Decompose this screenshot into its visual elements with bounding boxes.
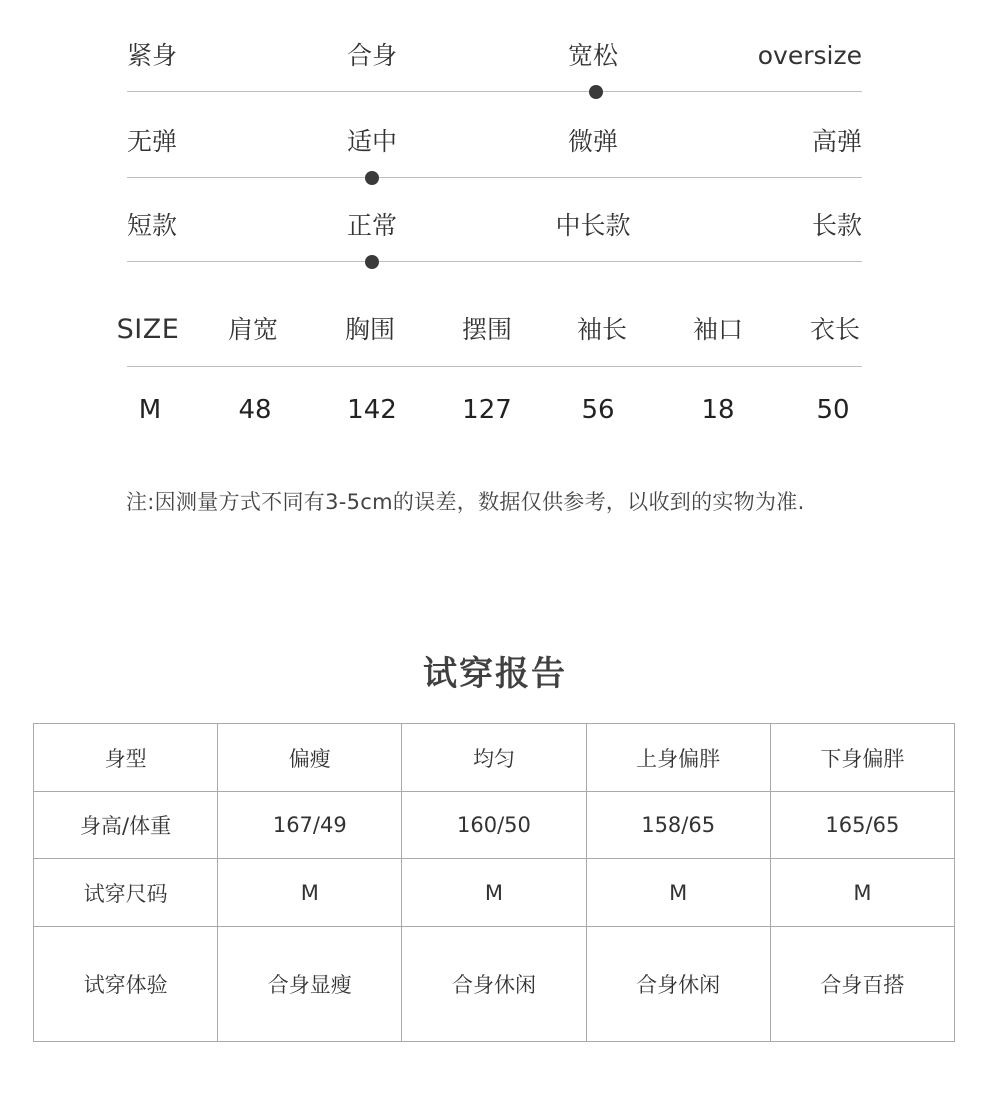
size-cell: 142 (347, 395, 397, 425)
table-row (34, 927, 955, 1042)
scale-label: 微弹 (567, 127, 619, 156)
table-cell: 合身休闲 (402, 927, 586, 1042)
table-cell: 均匀 (402, 724, 586, 792)
table-cell: 合身显瘦 (218, 927, 402, 1042)
scale-track (127, 91, 862, 92)
size-header-cell: 肩宽 (227, 315, 279, 344)
table-cell: M (586, 859, 770, 927)
table-cell: 合身百搭 (770, 927, 954, 1042)
scale-label: 无弹 (127, 127, 178, 156)
table-cell: 158/65 (586, 792, 770, 859)
size-table-row (118, 392, 862, 428)
size-header-cell: 胸围 (344, 315, 396, 344)
scale-label: 中长款 (555, 211, 631, 240)
size-header-cell: 袖长 (576, 315, 628, 344)
table-cell: 165/65 (770, 792, 954, 859)
size-cell: 18 (701, 395, 735, 425)
table-cell: 试穿体验 (34, 927, 218, 1042)
size-cell: 48 (238, 395, 272, 425)
stretch-scale (127, 127, 862, 157)
table-cell: 167/49 (218, 792, 402, 859)
size-header-cell: 衣长 (809, 315, 861, 344)
table-row (34, 724, 955, 792)
scale-label: 合身 (346, 41, 398, 70)
table-cell: 下身偏胖 (770, 724, 954, 792)
scale-label: 宽松 (567, 41, 619, 70)
size-table-header (118, 312, 862, 348)
size-cell: 127 (462, 395, 512, 425)
size-table-divider (127, 366, 862, 367)
table-row (34, 792, 955, 859)
scale-indicator-dot (589, 85, 603, 99)
scale-label: 高弹 (811, 127, 862, 156)
scale-label: oversize (757, 41, 862, 70)
measurement-note: 注:因测量方式不同有3-5cm的误差，数据仅供参考，以收到的实物为准. (126, 490, 805, 514)
size-table (118, 312, 862, 428)
table-cell: 合身休闲 (586, 927, 770, 1042)
table-cell: 身型 (34, 724, 218, 792)
table-row (34, 859, 955, 927)
scale-indicator-dot (365, 255, 379, 269)
scale-track (127, 261, 862, 262)
table-cell: 160/50 (402, 792, 586, 859)
table-cell: M (218, 859, 402, 927)
scale-indicator-dot (365, 171, 379, 185)
scale-label: 适中 (346, 127, 398, 156)
size-header-cell: 摆围 (461, 315, 513, 344)
size-cell: 56 (581, 395, 615, 425)
size-cell: 50 (816, 395, 850, 425)
scale-label: 紧身 (127, 41, 178, 70)
table-cell: M (770, 859, 954, 927)
fitting-report-table (33, 723, 955, 1042)
scale-label: 短款 (127, 211, 178, 240)
size-cell: M (138, 395, 162, 425)
size-header-cell: 袖口 (692, 315, 744, 344)
report-title: 试穿报告 (423, 654, 567, 694)
size-header-cell: SIZE (116, 314, 180, 345)
scale-track (127, 177, 862, 178)
table-cell: 身高/体重 (34, 792, 218, 859)
scale-label: 长款 (811, 211, 862, 240)
table-cell: 试穿尺码 (34, 859, 218, 927)
scale-label: 正常 (346, 211, 398, 240)
table-cell: M (402, 859, 586, 927)
length-scale (127, 211, 862, 241)
table-cell: 上身偏胖 (586, 724, 770, 792)
fit-scale (127, 41, 862, 71)
table-cell: 偏瘦 (218, 724, 402, 792)
